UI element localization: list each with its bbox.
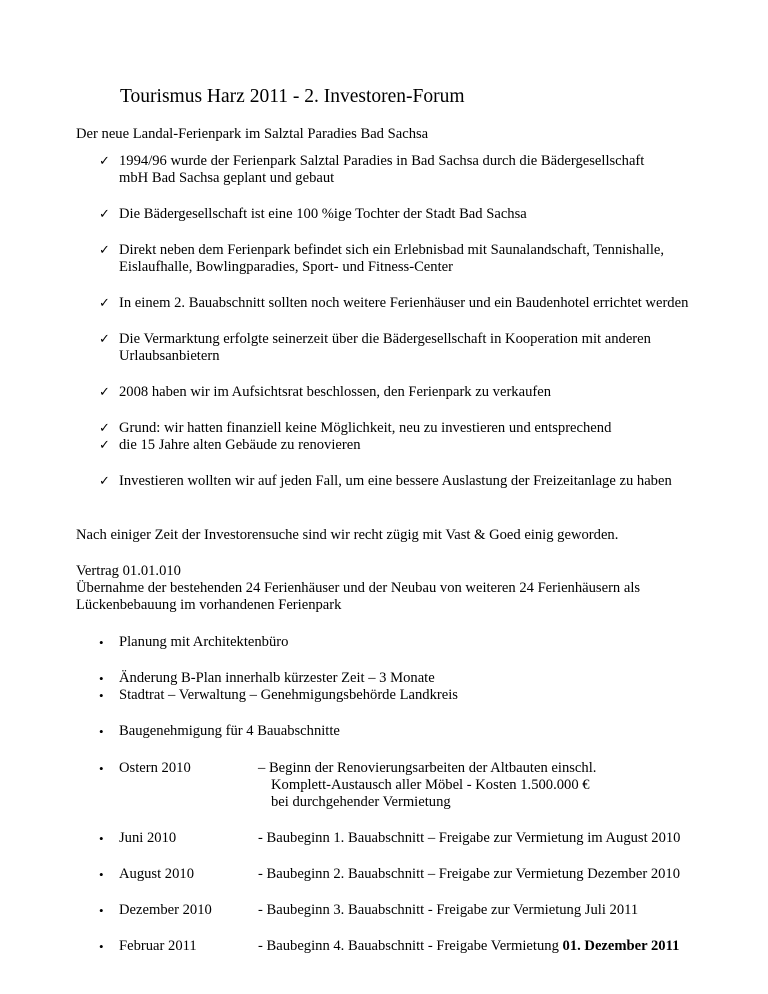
bullet-icon: • bbox=[99, 831, 104, 846]
bullet-icon: • bbox=[99, 635, 104, 650]
list-item: Stadtrat – Verwaltung – Genehmigungsbehörde Landkreis bbox=[119, 687, 458, 703]
check-item-line: 1994/96 wurde der Ferienpark Salztal Paradies in Bad Sachsa durch die Bädergesellschaft bbox=[119, 153, 645, 169]
schedule-date: August 2010 bbox=[119, 866, 194, 882]
bullet-icon: • bbox=[99, 761, 104, 776]
bullet-icon: • bbox=[99, 867, 104, 882]
paragraph-investor-search: Nach einiger Zeit der Investorensuche sind wir recht zügig mit Vast & Goed einig geworden. bbox=[76, 527, 619, 543]
check-item-line: Grund: wir hatten finanziell keine Möglichkeit, neu zu investieren und entsprechend bbox=[119, 420, 612, 436]
check-item-line: mbH Bad Sachsa geplant und gebaut bbox=[119, 170, 335, 186]
schedule-text bbox=[258, 938, 679, 955]
schedule-text: - Baubeginn 2. Bauabschnitt – Freigabe zur Vermietung Dezember 2010 bbox=[258, 866, 681, 882]
list-item: Änderung B-Plan innerhalb kürzester Zeit – 3 Monate bbox=[119, 670, 435, 686]
schedule-date: Juni 2010 bbox=[119, 830, 177, 846]
bullet-icon: • bbox=[99, 724, 104, 739]
checkmark-icon: ✓ bbox=[99, 207, 110, 222]
check-item-line: Die Vermarktung erfolgte seinerzeit über die Bädergesellschaft in Kooperation mit anderen bbox=[119, 331, 651, 347]
bullet-icon: • bbox=[99, 688, 104, 703]
list-item: Baugenehmigung für 4 Bauabschnitte bbox=[119, 723, 340, 739]
schedule-text-main: - Baubeginn 4. Bauabschnitt - Freigabe Vermietung bbox=[258, 938, 563, 954]
check-item-line: Eislaufhalle, Bowlingparadies, Sport- und Fitness-Center bbox=[119, 259, 453, 275]
document-subtitle: Der neue Landal-Ferienpark im Salztal Paradies Bad Sachsa bbox=[76, 126, 429, 142]
checkmark-icon: ✓ bbox=[99, 385, 110, 400]
checkmark-icon: ✓ bbox=[99, 243, 110, 258]
checkmark-icon: ✓ bbox=[99, 154, 110, 169]
check-item-line: 2008 haben wir im Aufsichtsrat beschlossen, den Ferienpark zu verkaufen bbox=[119, 384, 552, 400]
schedule-text: - Baubeginn 3. Bauabschnitt - Freigabe zur Vermietung Juli 2011 bbox=[258, 902, 639, 918]
schedule-text: Komplett-Austausch aller Möbel - Kosten 1.500.000 € bbox=[271, 777, 590, 793]
schedule-date: Februar 2011 bbox=[119, 938, 197, 954]
check-item-line: Urlaubsanbietern bbox=[119, 348, 220, 364]
checkmark-icon: ✓ bbox=[99, 296, 110, 311]
checkmark-icon: ✓ bbox=[99, 421, 110, 436]
checkmark-icon: ✓ bbox=[99, 332, 110, 347]
check-item-line: die 15 Jahre alten Gebäude zu renovieren bbox=[119, 437, 361, 453]
bullet-icon: • bbox=[99, 671, 104, 686]
check-item-line: Direkt neben dem Ferienpark befindet sich ein Erlebnisbad mit Saunalandschaft, Tennishalle, bbox=[119, 242, 664, 258]
check-item-line: Die Bädergesellschaft ist eine 100 %ige Tochter der Stadt Bad Sachsa bbox=[119, 206, 527, 222]
schedule-text: - Baubeginn 1. Bauabschnitt – Freigabe zur Vermietung im August 2010 bbox=[258, 830, 681, 846]
page-title: Tourismus Harz 2011 - 2. Investoren-Forum bbox=[120, 86, 465, 107]
checkmark-icon: ✓ bbox=[99, 438, 110, 453]
schedule-date: Ostern 2010 bbox=[119, 760, 191, 776]
schedule-date: Dezember 2010 bbox=[119, 902, 212, 918]
release-date-bold: 01. Dezember 2011 bbox=[562, 938, 680, 954]
schedule-text: bei durchgehender Vermietung bbox=[271, 794, 451, 810]
bullet-icon: • bbox=[99, 939, 104, 954]
schedule-text: – Beginn der Renovierungsarbeiten der Altbauten einschl. bbox=[258, 760, 597, 776]
contract-line: Lückenbebauung im vorhandenen Ferienpark bbox=[76, 597, 342, 613]
check-item-line: In einem 2. Bauabschnitt sollten noch weitere Ferienhäuser und ein Baudenhotel errichtet werden bbox=[119, 295, 689, 311]
contract-date: Vertrag 01.01.010 bbox=[76, 563, 181, 579]
bullet-icon: • bbox=[99, 903, 104, 918]
check-item-line: Investieren wollten wir auf jeden Fall, um eine bessere Auslastung der Freizeitanlage zu haben bbox=[119, 473, 672, 489]
list-item: Planung mit Architektenbüro bbox=[119, 634, 289, 650]
contract-line: Übernahme der bestehenden 24 Ferienhäuser und der Neubau von weiteren 24 Ferienhäusern als bbox=[76, 580, 641, 596]
checkmark-icon: ✓ bbox=[99, 474, 110, 489]
